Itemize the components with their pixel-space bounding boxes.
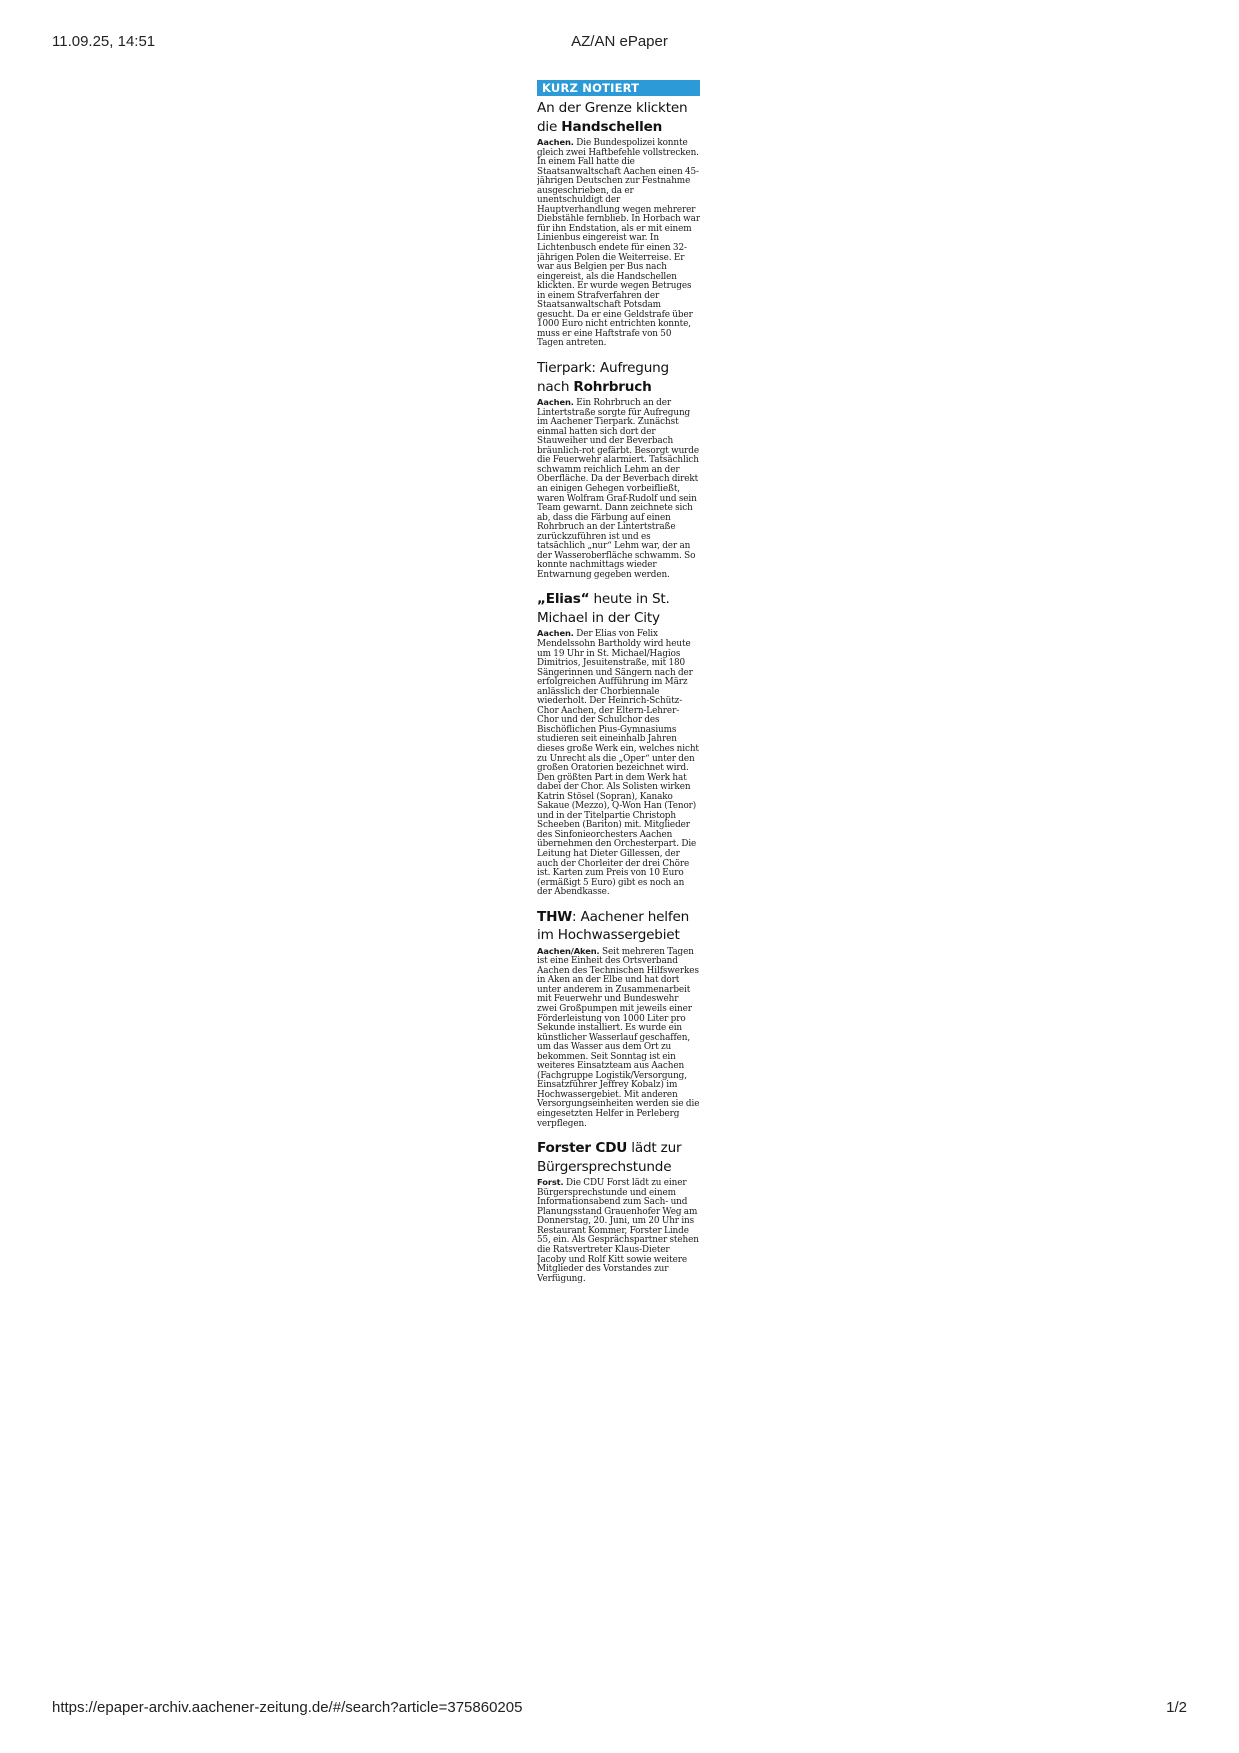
article-body xyxy=(537,1178,700,1284)
dateline: Aachen. xyxy=(537,628,574,639)
headline-text: : Aachener helfen im Hochwassergebiet xyxy=(537,908,690,944)
page-number: 1/2 xyxy=(1166,1699,1187,1716)
article-body xyxy=(537,947,700,1129)
headline-bold: Forster CDU xyxy=(537,1140,628,1157)
news-column xyxy=(537,80,700,1670)
print-title: AZ/AN ePaper xyxy=(571,33,668,50)
headline-text: heute in St. Michael in der City xyxy=(537,591,670,626)
article-2 xyxy=(537,359,700,580)
headline-text: An der Grenze klickten die xyxy=(537,100,688,135)
article-body xyxy=(537,629,700,897)
article-headline xyxy=(537,99,700,136)
article-text: Ein Rohrbruch an der Lintertstraße sorgte für Aufregung im Aachener Tierpark. Zunächst einmal hatten sich dort der Stauweiher und der Beverbach bräunlich-rot gefärbt. Besorgt wurde die Feuerwehr alarmiert. Tatsächlich schwamm reichlich Lehm an der Oberfläche. Da der Beverbach direkt an einigen Gehegen vorbeifließt, waren Wolfram Graf-Rudolf und sein Team gewarnt. Dann zeichnete sich ab, dass die Färbung auf einen Rohrbruch an der Lintertstraße zurückzuführen ist und es tatsächlich „nur“ Lehm war, der an der Wasseroberfläche schwamm. So konnte nachmittags wieder Entwarnung gegeben werden. xyxy=(537,398,700,580)
article-text: Die CDU Forst lädt zu einer Bürgersprechstunde und einem Informationsabend zum Sach- und Planungsstand Grauenhofer Weg am Donnerstag, 20. Juni, um 20 Uhr ins Restaurant Kommer, Forster Linde 55, ein. Als Gesprächspartner stehen die Ratsvertreter Klaus-Dieter Jacoby und Rolf Kitt sowie weitere Mitglieder des Vorstandes zur Verfügung. xyxy=(537,1178,699,1284)
print-footer xyxy=(0,1699,1239,1719)
headline-bold: Rohrbruch xyxy=(573,378,652,395)
article-5 xyxy=(537,1139,700,1284)
headline-text: Tierpark: Aufregung nach xyxy=(537,360,669,395)
dateline: Aachen. xyxy=(537,397,574,408)
rubric-banner: KURZ NOTIERT xyxy=(537,80,700,96)
article-headline xyxy=(537,908,700,945)
article-3 xyxy=(537,590,700,897)
headline-bold: „Elias“ xyxy=(537,591,590,608)
article-1 xyxy=(537,99,700,349)
dateline: Forst. xyxy=(537,1177,564,1188)
headline-bold: THW xyxy=(537,908,573,925)
article-body xyxy=(537,138,700,349)
dateline: Aachen/Aken. xyxy=(537,945,600,956)
page-url[interactable]: https://epaper-archiv.aachener-zeitung.de/#/search?article=375860205 xyxy=(52,1699,523,1716)
article-text: Seit mehreren Tagen ist eine Einheit des Ortsverband Aachen des Technischen Hilfswerkes in Aken an der Elbe und hat dort unter anderem in Zusammenarbeit mit Feuerwehr und Bundeswehr zwei Großpumpen mit jeweils einer Förderleistung von 1000 Liter pro Sekunde installiert. Es wurde ein künstlicher Wasserlauf geschaffen, um das Wasser aus dem Ort zu bekommen. Seit Sonntag ist ein weiteres Einsatzteam aus Aachen (Fachgruppe Logistik/Versorgung, Einsatzführer Jeffrey Kobalz) im Hochwassergebiet. Mit anderen Versorgungseinheiten werden sie die eingesetzten Helfer in Perleberg verpflegen. xyxy=(537,946,700,1129)
article-headline xyxy=(537,590,700,627)
article-body xyxy=(537,398,700,580)
article-headline xyxy=(537,359,700,396)
print-header xyxy=(0,33,1239,53)
article-4 xyxy=(537,908,700,1129)
dateline: Aachen. xyxy=(537,137,574,147)
headline-text: lädt zur Bürgersprechstunde xyxy=(537,1140,682,1175)
article-text: Die Bundespolizei konnte gleich zwei Haftbefehle vollstrecken. In einem Fall hatte die Staatsanwaltschaft Aachen einen 45-jährigen Deutschen zur Festnahme ausgeschrieben, da er unentschuldigt der Hauptverhandlung wegen mehrerer Diebstähle fernblieb. In Horbach war für ihn Endstation, als er mit einem Linienbus eingereist war. In Lichtenbusch endete für einen 32-jährigen Polen die Weiterreise. Er war aus Belgien per Bus nach eingereist, als die Handschellen klickten. Er wurde wegen Betruges in einem Strafverfahren der Staatsanwaltschaft Potsdam gesucht. Da er eine Geldstrafe über 1000 Euro nicht entrichten konnte, muss er eine Haftstrafe von 50 Tagen antreten. xyxy=(537,138,700,349)
article-text: Der Elias von Felix Mendelssohn Bartholdy wird heute um 19 Uhr in St. Michael/Hagios Dimitrios, Jesuitenstraße, mit 180 Sängerinnen und Sängern nach der erfolgreichen Aufführung im März anlässlich der Chorbiennale wiederholt. Der Heinrich-Schütz-Chor Aachen, der Eltern-Lehrer-Chor und der Schulchor des Bischöflichen Pius-Gymnasiums studieren seit eineinhalb Jahren dieses große Werk ein, welches nicht zu Unrecht als die „Oper“ unter den großen Oratorien bezeichnet wird. Den größten Part in dem Werk hat dabei der Chor. Als Solisten wirken Katrin Stösel (Sopran), Kanako Sakaue (Mezzo), Q-Won Han (Tenor) und in der Titelpartie Christoph Scheeben (Bariton) mit. Mitglieder des Sinfonieorchesters Aachen übernehmen den Orchesterpart. Die Leitung hat Dieter Gillessen, der auch der Chorleiter der drei Chöre ist. Karten zum Preis von 10 Euro (ermäßigt 5 Euro) gibt es noch an der Abendkasse. xyxy=(537,629,699,898)
print-datetime: 11.09.25, 14:51 xyxy=(52,33,156,50)
article-headline xyxy=(537,1139,700,1176)
headline-bold: Handschellen xyxy=(561,118,663,135)
